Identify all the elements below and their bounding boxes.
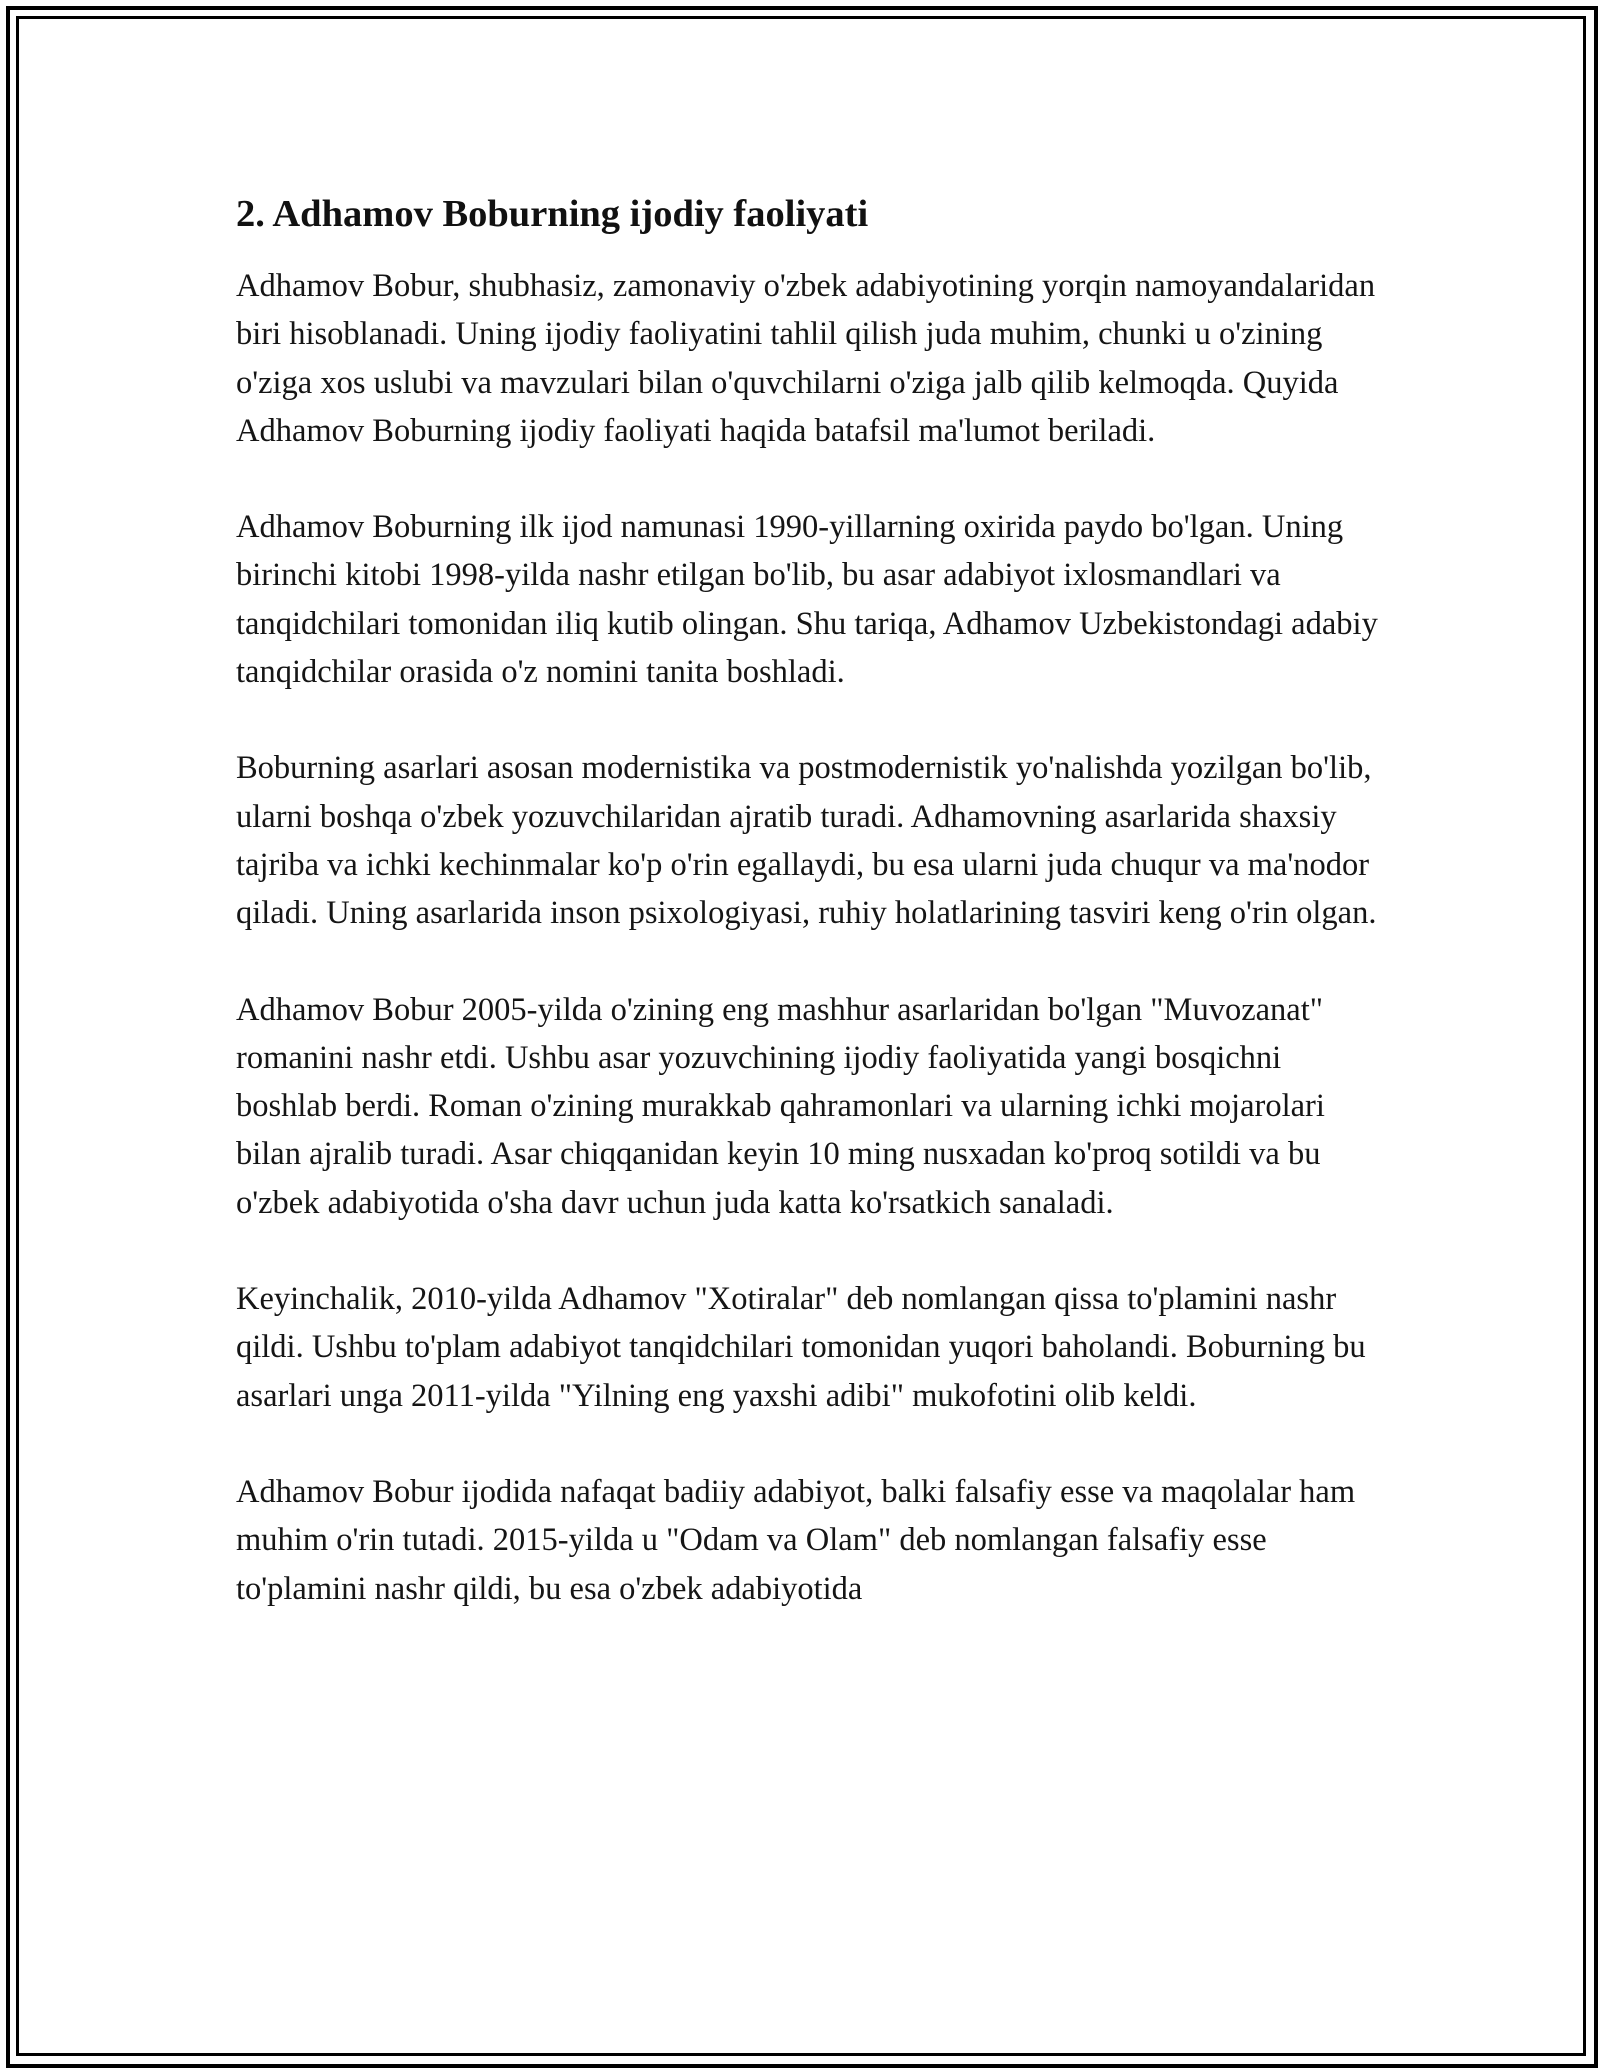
paragraph-3: Boburning asarlari asosan modernistika va postmodernistik yo'nalishda yozilgan bo'lib, ularni boshqa o'zbek yozuvchilaridan ajratib turadi. Adhamovning asarlarida shaxsiy tajriba va ichki kechinmalar ko'p o'rin egallaydi, bu esa ularni juda chuqur va ma'nodor qiladi. Uning asarlarida inson psixologiyasi, ruhiy holatlarining tasviri keng o'rin olgan. [236, 750, 1377, 932]
paragraph-1: Adhamov Bobur, shubhasiz, zamonaviy o'zbek adabiyotining yorqin namoyandalaridan biri hisoblanadi. Uning ijodiy faoliyatini tahlil qilish juda muhim, chunki u o'zining o'ziga xos uslubi va mavzulari bilan o'quvchilarni o'ziga jalb qilib kelmoqda. Quyida Adhamov Boburning ijodiy faoliyati haqida batafsil ma'lumot beriladi. [236, 268, 1376, 449]
document-body [236, 186, 1386, 1613]
paragraph-4: Adhamov Bobur 2005-yilda o'zining eng mashhur asarlaridan bo'lgan "Muvozanat" romanini nashr etdi. Ushbu asar yozuvchining ijodiy faoliyatida yangi bosqichni boshlab berdi. Roman o'zining murakkab qahramonlari va ularning ichki mojarolari bilan ajralib turadi. Asar chiqqanidan keyin 10 ming nusxadan ko'proq sotildi va bu o'zbek adabiyotida o'sha davr uchun juda katta ko'rsatkich sanaladi. [236, 991, 1325, 1221]
paragraph-6: Adhamov Bobur ijodida nafaqat badiiy adabiyot, balki falsafiy esse va maqolalar ham muhim o'rin tutadi. 2015-yilda u "Odam va Olam" deb nomlangan falsafiy esse to'plamini nashr qildi, bu esa o'zbek adabiyotida [236, 1473, 1356, 1607]
paragraph-5: Keyinchalik, 2010-yilda Adhamov "Xotiralar" deb nomlangan qissa to'plamini nashr qildi. Ushbu to'plam adabiyot tanqidchilari tomonidan yuqori baholandi. Boburning bu asarlari unga 2011-yilda "Yilning eng yaxshi adibi" mukofotini olib keldi. [236, 1281, 1366, 1414]
paragraph-2: Adhamov Boburning ilk ijod namunasi 1990-yillarning oxirida paydo bo'lgan. Uning birinchi kitobi 1998-yilda nashr etilgan bo'lib, bu asar adabiyot ixlosmandlari va tanqidchilari tomonidan iliq kutib olingan. Shu tariqa, Adhamov Uzbekistondagi adabiy tanqidchilar orasida o'z nomini tanita boshladi. [236, 509, 1378, 691]
section-heading: 2. Adhamov Boburning ijodiy faoliyati [236, 193, 869, 235]
